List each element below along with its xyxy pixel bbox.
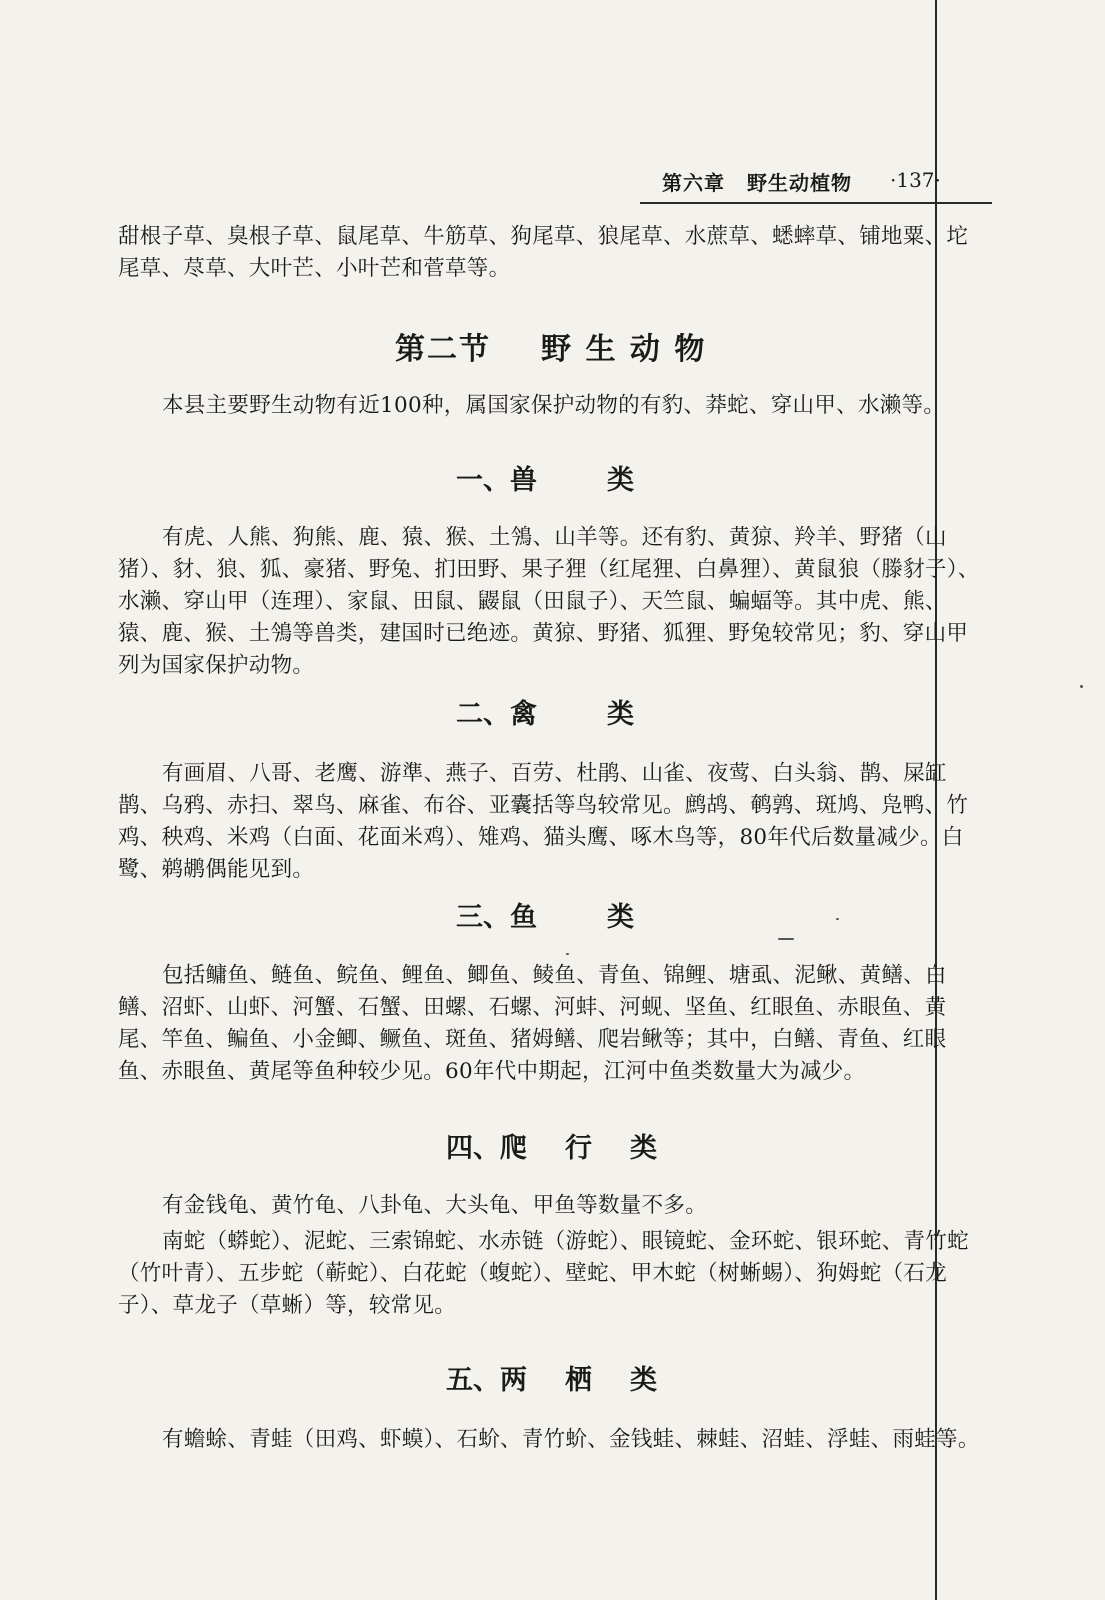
subsection-heading-mammals: 一、兽 类 [456,465,634,496]
section-name: 野 生 动 物 [541,332,707,367]
paragraph-mammals: 有虎、人熊、狗熊、鹿、猿、猴、土鳹、山羊等。还有豹、黄猄、羚羊、野猪（山猪）、豺、狼、狐、豪猪、野兔、扪田野、果子狸（红尾狸、白鼻狸）、黄鼠狼（滕豺子）、水濑、穿山甲（连理）、家鼠、田鼠、鼹鼠（田鼠子）、天竺鼠、蝙蝠等。其中虎、熊、猿、鹿、猴、土鳹等兽类，建国时已绝迹。黄猄、野猪、狐狸、野兔较常见；豹、穿山甲列为国家保护动物。 [118,525,980,678]
subsection-heading-birds: 二、禽 类 [456,699,634,730]
paragraph-fish: 包括鳙鱼、鲢鱼、鲩鱼、鲤鱼、鲫鱼、鲮鱼、青鱼、锦鲤、塘虱、泥鳅、黄鳝、白鳝、沼虾、山虾、河蟹、石蟹、田螺、石螺、河蚌、河蚬、坚鱼、红眼鱼、赤眼鱼、黄尾、竿鱼、鳊鱼、小金鲫、鳜鱼、斑鱼、猪姆鳝、爬岩鳅等；其中，白鳝、青鱼、红眼鱼、赤眼鱼、黄尾等鱼种较少见。60年代中期起，江河中鱼类数量大为减少。 [118,963,947,1084]
running-header [662,167,852,196]
scan-speck [566,953,569,955]
page-number: ·137· [890,168,941,192]
subsection-heading-fish: 三、鱼 类 [456,902,634,933]
paragraph-reptiles-2: 南蛇（蟒蛇）、泥蛇、三索锦蛇、水赤链（游蛇）、眼镜蛇、金环蛇、银环蛇、青竹蛇（竹叶青）、五步蛇（蕲蛇）、白花蛇（蝮蛇）、壁蛇、甲木蛇（树蜥蜴）、狗姆蛇（石龙子）、草龙子（草蜥）等，较常见。 [118,1229,969,1318]
scan-speck [778,938,794,940]
section-title [395,324,706,368]
paragraph-amphibians: 有蟾蜍、青蛙（田鸡、虾蟆）、石蚧、青竹蚧、金钱蛙、棘蛙、沼蛙、浮蛙、雨蛙等。 [162,1427,980,1452]
section-intro: 本县主要野生动物有近100种，属国家保护动物的有豹、莽蛇、穿山甲、水濑等。 [162,393,946,418]
paragraph-reptiles-1: 有金钱龟、黄竹龟、八卦龟、大头龟、甲鱼等数量不多。 [162,1193,708,1218]
scan-speck [836,918,839,920]
subsection-heading-amphibians: 五、两 栖 类 [446,1365,657,1396]
paragraph-birds: 有画眉、八哥、老鹰、游準、燕子、百劳、杜鹃、山雀、夜莺、白头翁、鹊、屎缸鹊、乌鸦、赤扫、翠鸟、麻雀、布谷、亚囊括等鸟较常见。鹧鸪、鹌鹑、斑鸠、凫鸭、竹鸡、秧鸡、米鸡（白面、花面米鸡）、雉鸡、猫头鹰、啄木鸟等，80年代后数量减少。白鹭、鹈鹕偶能见到。 [118,761,969,882]
chapter-title: 野生动植物 [747,171,852,195]
header-rule [640,202,992,204]
section-number: 第二节 [395,332,491,367]
continuation-paragraph: 甜根子草、臭根子草、鼠尾草、牛筋草、狗尾草、狼尾草、水蔗草、蟋蟀草、铺地粟、坨尾草、荩草、大叶芒、小叶芒和菅草等。 [118,224,969,281]
scan-speck [1080,685,1083,688]
subsection-heading-reptiles: 四、爬 行 类 [446,1133,657,1164]
chapter-number: 第六章 [662,171,725,195]
